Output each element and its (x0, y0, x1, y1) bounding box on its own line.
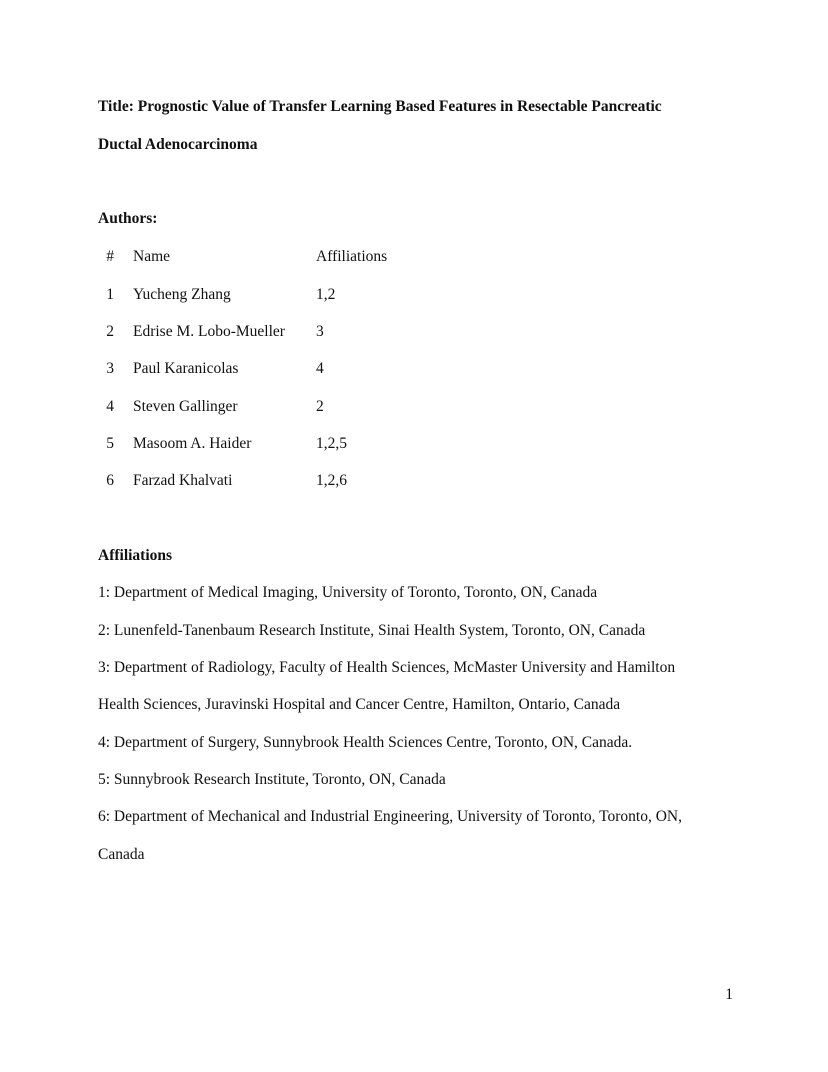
author-affiliations: 3 (316, 323, 324, 340)
page-number: 1 (725, 986, 733, 1003)
author-affiliations: 2 (316, 398, 324, 415)
author-name: Farzad Khalvati (133, 472, 233, 489)
author-number: 1 (106, 286, 114, 303)
affiliation-line: 6: Department of Mechanical and Industrial Engineering, University of Toronto, Toronto, ON, (98, 808, 682, 825)
column-header-name: Name (133, 248, 171, 265)
affiliation-line: 5: Sunnybrook Research Institute, Toronto, ON, Canada (98, 771, 446, 788)
author-affiliations: 4 (316, 360, 324, 377)
author-name: Paul Karanicolas (133, 360, 239, 377)
author-number: 2 (106, 323, 114, 340)
author-number: 4 (106, 398, 114, 415)
author-affiliations: 1,2,6 (316, 472, 347, 489)
author-number: 5 (106, 435, 114, 452)
affiliations-heading: Affiliations (98, 547, 173, 564)
author-name: Edrise M. Lobo-Mueller (133, 323, 285, 340)
author-affiliations: 1,2 (316, 286, 336, 303)
author-number: 3 (106, 360, 114, 377)
author-number: 6 (106, 472, 114, 489)
column-header-number: # (106, 248, 114, 265)
affiliation-line: 1: Department of Medical Imaging, University of Toronto, Toronto, ON, Canada (98, 584, 598, 601)
authors-heading: Authors: (98, 210, 158, 227)
paper-title-line-2: Ductal Adenocarcinoma (98, 136, 258, 153)
author-name: Yucheng Zhang (133, 286, 231, 303)
column-header-affiliations: Affiliations (316, 248, 388, 265)
affiliation-line: Canada (98, 846, 145, 863)
affiliation-line: 2: Lunenfeld-Tanenbaum Research Institute, Sinai Health System, Toronto, ON, Canada (98, 622, 646, 639)
affiliation-line: 4: Department of Surgery, Sunnybrook Health Sciences Centre, Toronto, ON, Canada. (98, 734, 633, 751)
author-name: Masoom A. Haider (133, 435, 252, 452)
author-affiliations: 1,2,5 (316, 435, 347, 452)
affiliation-line: Health Sciences, Juravinski Hospital and Cancer Centre, Hamilton, Ontario, Canada (98, 696, 621, 713)
author-name: Steven Gallinger (133, 398, 238, 415)
paper-title-line-1: Title: Prognostic Value of Transfer Learning Based Features in Resectable Pancreatic (98, 98, 662, 115)
affiliation-line: 3: Department of Radiology, Faculty of Health Sciences, McMaster University and Hamilton (98, 659, 676, 676)
